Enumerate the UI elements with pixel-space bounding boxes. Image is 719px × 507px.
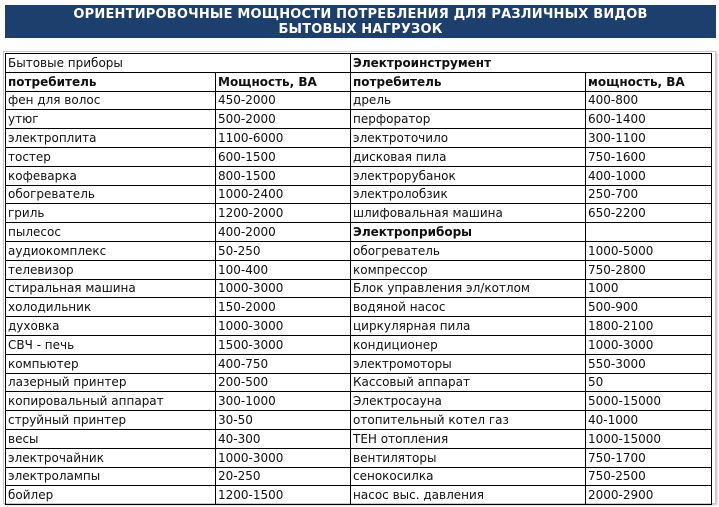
- consumer-name: водяной насос: [351, 298, 586, 317]
- consumer-name: струйный принтер: [6, 411, 216, 430]
- consumer-name: кофеварка: [6, 166, 216, 185]
- power-range: 250-700: [586, 185, 712, 204]
- consumer-name: весы: [6, 429, 216, 448]
- table-row: [6, 335, 712, 354]
- table-row: [6, 373, 712, 392]
- consumer-name: электроплита: [6, 129, 216, 148]
- power-range: 1000-3000: [586, 335, 712, 354]
- table-row: [6, 129, 712, 148]
- power-range: 300-1100: [586, 129, 712, 148]
- table-row: [6, 91, 712, 110]
- power-range: 50-250: [216, 241, 351, 260]
- section-electrical-devices: Электроприборы: [351, 223, 586, 242]
- consumer-name: Блок управления эл/котлом: [351, 279, 586, 298]
- power-range: 1000-3000: [216, 279, 351, 298]
- table-row: [6, 317, 712, 336]
- power-range: 600-1500: [216, 147, 351, 166]
- power-range: 2000-2900: [586, 486, 712, 505]
- power-range: 300-1000: [216, 392, 351, 411]
- power-range: 40-300: [216, 429, 351, 448]
- power-range: 1200-2000: [216, 204, 351, 223]
- consumer-name: телевизор: [6, 260, 216, 279]
- consumer-name: гриль: [6, 204, 216, 223]
- section-household-appliances: Бытовые приборы: [6, 54, 351, 73]
- consumer-name: электромоторы: [351, 354, 586, 373]
- power-range: 450-2000: [216, 91, 351, 110]
- consumer-name: насос выс. давления: [351, 486, 586, 505]
- power-range: 750-2800: [586, 260, 712, 279]
- consumer-name: электрочайник: [6, 448, 216, 467]
- power-range: 1800-2100: [586, 317, 712, 336]
- power-table: [5, 53, 712, 505]
- table-row: [6, 392, 712, 411]
- power-range: 500-900: [586, 298, 712, 317]
- consumer-name: Электросауна: [351, 392, 586, 411]
- consumer-name: вентиляторы: [351, 448, 586, 467]
- power-range: 400-750: [216, 354, 351, 373]
- table-row: [6, 411, 712, 430]
- page-title-line-1: ОРИЕНТИРОВОЧНЫЕ МОЩНОСТИ ПОТРЕБЛЕНИЯ ДЛЯ РАЗЛИЧНЫХ ВИДОВ: [73, 7, 648, 22]
- consumer-name: циркулярная пила: [351, 317, 586, 336]
- table-row: [6, 486, 712, 505]
- power-range: 5000-15000: [586, 392, 712, 411]
- consumer-name: обогреватель: [6, 185, 216, 204]
- power-range: 400-800: [586, 91, 712, 110]
- power-range: 550-3000: [586, 354, 712, 373]
- consumer-name: обогреватель: [351, 241, 586, 260]
- table-row: [6, 467, 712, 486]
- power-range: 1000-5000: [586, 241, 712, 260]
- consumer-name: электроточило: [351, 129, 586, 148]
- power-range: 1000: [586, 279, 712, 298]
- power-range: 1100-6000: [216, 129, 351, 148]
- consumer-name: сенокосилка: [351, 467, 586, 486]
- consumer-name: аудиокомплекс: [6, 241, 216, 260]
- table-row: [6, 429, 712, 448]
- consumer-name: тостер: [6, 147, 216, 166]
- power-range: 400-1000: [586, 166, 712, 185]
- consumer-name: стиральная машина: [6, 279, 216, 298]
- power-range: 40-1000: [586, 411, 712, 430]
- consumer-name: компрессор: [351, 260, 586, 279]
- power-range: 100-400: [216, 260, 351, 279]
- power-range: 1000-2400: [216, 185, 351, 204]
- consumer-name: лазерный принтер: [6, 373, 216, 392]
- power-range: 500-2000: [216, 110, 351, 129]
- section-power-tools: Электроинструмент: [351, 54, 712, 73]
- consumer-name: бойлер: [6, 486, 216, 505]
- power-range: 800-1500: [216, 166, 351, 185]
- consumer-name: отопительный котел газ: [351, 411, 586, 430]
- table-row: [6, 110, 712, 129]
- table-row: [6, 298, 712, 317]
- power-range: 1000-3000: [216, 448, 351, 467]
- consumer-name: фен для волос: [6, 91, 216, 110]
- column-header-power-right: мощность, ВА: [586, 72, 712, 91]
- consumer-name: утюг: [6, 110, 216, 129]
- power-range: 1200-1500: [216, 486, 351, 505]
- column-header-consumer-left: потребитель: [6, 72, 216, 91]
- consumer-name: шлифовальная машина: [351, 204, 586, 223]
- consumer-name: холодильник: [6, 298, 216, 317]
- consumer-name: дрель: [351, 91, 586, 110]
- power-range: 20-250: [216, 467, 351, 486]
- power-range: 1000-15000: [586, 429, 712, 448]
- power-range: 50: [586, 373, 712, 392]
- table-row: [6, 166, 712, 185]
- consumer-name: дисковая пила: [351, 147, 586, 166]
- consumer-name: ТЕН отопления: [351, 429, 586, 448]
- column-header-consumer-right: потребитель: [351, 72, 586, 91]
- power-range: 30-50: [216, 411, 351, 430]
- power-range: 200-500: [216, 373, 351, 392]
- consumer-name: перфоратор: [351, 110, 586, 129]
- consumer-name: компьютер: [6, 354, 216, 373]
- table-row: [6, 204, 712, 223]
- consumer-name: электролампы: [6, 467, 216, 486]
- power-range: 600-1400: [586, 110, 712, 129]
- power-range: 400-2000: [216, 223, 351, 242]
- table-row: [6, 185, 712, 204]
- table-row: [6, 260, 712, 279]
- table-row: [6, 223, 712, 242]
- power-range: 750-1700: [586, 448, 712, 467]
- table-row: [6, 448, 712, 467]
- table-row: [6, 354, 712, 373]
- power-range: 750-2500: [586, 467, 712, 486]
- consumer-name: пылесос: [6, 223, 216, 242]
- consumer-name: кондиционер: [351, 335, 586, 354]
- consumer-name: электролобзик: [351, 185, 586, 204]
- column-header-power-left: Мощность, ВА: [216, 72, 351, 91]
- table-row: [6, 279, 712, 298]
- header-row: [6, 72, 712, 91]
- power-range: 1500-3000: [216, 335, 351, 354]
- table-row: [6, 241, 712, 260]
- consumer-name: духовка: [6, 317, 216, 336]
- power-range: 750-1600: [586, 147, 712, 166]
- section-row: [6, 54, 712, 73]
- consumer-name: СВЧ - печь: [6, 335, 216, 354]
- power-range: 650-2200: [586, 204, 712, 223]
- consumer-name: электрорубанок: [351, 166, 586, 185]
- power-range: 150-2000: [216, 298, 351, 317]
- consumer-name: Кассовый аппарат: [351, 373, 586, 392]
- empty-cell: [586, 223, 712, 242]
- page-title-banner: [5, 5, 716, 38]
- power-range: 1000-3000: [216, 317, 351, 336]
- page-title-line-2: БЫТОВЫХ НАГРУЗОК: [278, 22, 443, 37]
- table-row: [6, 147, 712, 166]
- consumer-name: копировальный аппарат: [6, 392, 216, 411]
